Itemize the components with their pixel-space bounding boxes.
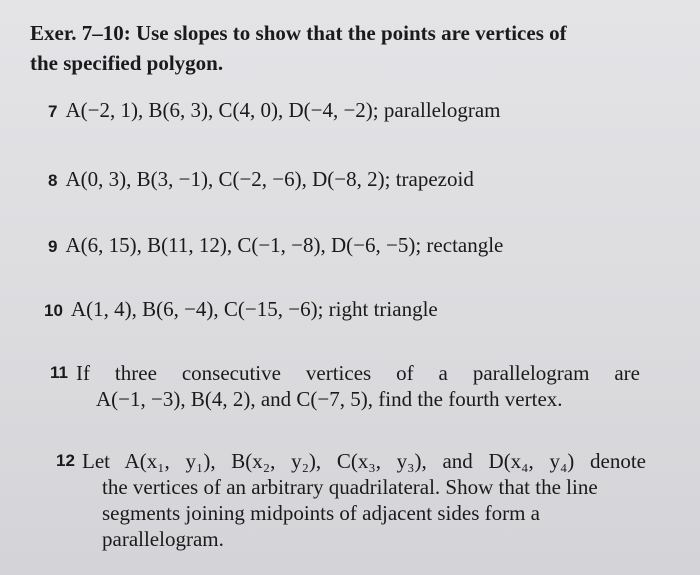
exercise-text: A(0, 3), B(3, −1), C(−2, −6), D(−8, 2); trapezoid [65,167,474,191]
exercise-line: the vertices of an arbitrary quadrilateral. Show that the line [102,475,598,499]
section-heading [30,18,670,78]
exercise-text: A(6, 15), B(11, 12), C(−1, −8), D(−6, −5); rectangle [65,233,504,257]
exercise-line: parallelogram. [102,527,224,551]
exercise-number: 10 [44,301,63,320]
exercise-12 [56,448,646,552]
exercise-10 [44,296,438,324]
exercise-8 [48,166,474,194]
exercise-line: Let A(x₁, y₁), B(x₂, y₂), C(x₃, y₃), and D(x₄, y₄) denote [82,449,646,473]
exercise-number: 12 [56,451,75,470]
exercise-line: segments joining midpoints of adjacent sides form a [102,501,541,525]
heading-line-1: Exer. 7–10: Use slopes to show that the points are vertices of [30,21,567,45]
exercise-11 [50,360,640,412]
exercise-7 [48,97,500,125]
exercise-text: A(−2, 1), B(6, 3), C(4, 0), D(−4, −2); parallelogram [65,98,501,122]
exercise-number: 8 [48,171,58,190]
heading-line-2: the specified polygon. [30,51,224,75]
exercise-text: A(1, 4), B(6, −4), C(−15, −6); right triangle [70,297,438,321]
exercise-9 [48,232,503,260]
exercise-line: A(−1, −3), B(4, 2), and C(−7, 5), find the fourth vertex. [96,387,563,411]
exercise-number: 9 [48,237,58,256]
exercise-number: 11 [50,363,68,382]
exercise-line: If three consecutive vertices of a parallelogram are [76,361,640,385]
exercise-number: 7 [48,102,58,121]
